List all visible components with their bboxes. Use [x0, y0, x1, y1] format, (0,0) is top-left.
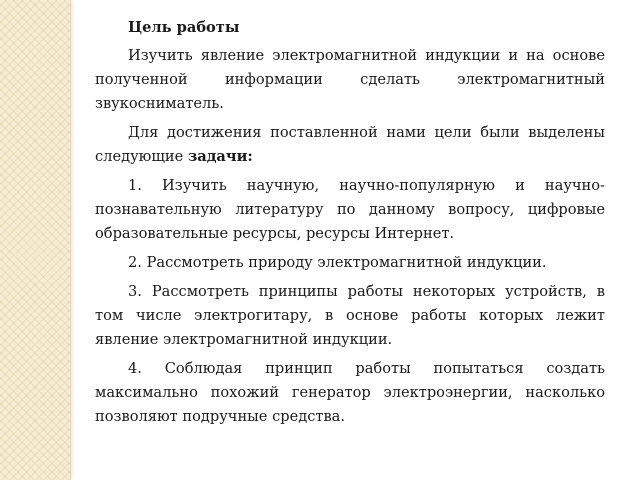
- task-item-3: 3. Рассмотреть принципы работы некоторых устройств, в том числе электрогитару, в основе работы которых лежит явление электромагнитной индукции.: [95, 283, 605, 348]
- task-item-1: 1. Изучить научную, научно-популярную и научно-познавательную литературу по данному вопросу, цифровые образовательные ресурсы, ресурсы Интернет.: [95, 177, 605, 242]
- tasks-intro-paragraph: [95, 121, 605, 169]
- task-item-4: 4. Соблюдая принцип работы попытаться создать максимально похожий генератор электроэнергии, насколько позволяют подручные средства.: [95, 360, 605, 425]
- decorative-side-strip: [0, 0, 71, 480]
- document-body: [95, 16, 605, 434]
- task-item-2: 2. Рассмотреть природу электромагнитной индукции.: [128, 254, 547, 271]
- tasks-intro-bold: задачи:: [187, 148, 253, 165]
- goal-paragraph: Изучить явление электромагнитной индукции и на основе полученной информации сделать электромагнитный звукосниматель.: [95, 47, 605, 112]
- section-heading: Цель работы: [128, 19, 240, 36]
- tasks-intro-text: Для достижения поставленной нами цели были выделены следующие: [95, 124, 605, 165]
